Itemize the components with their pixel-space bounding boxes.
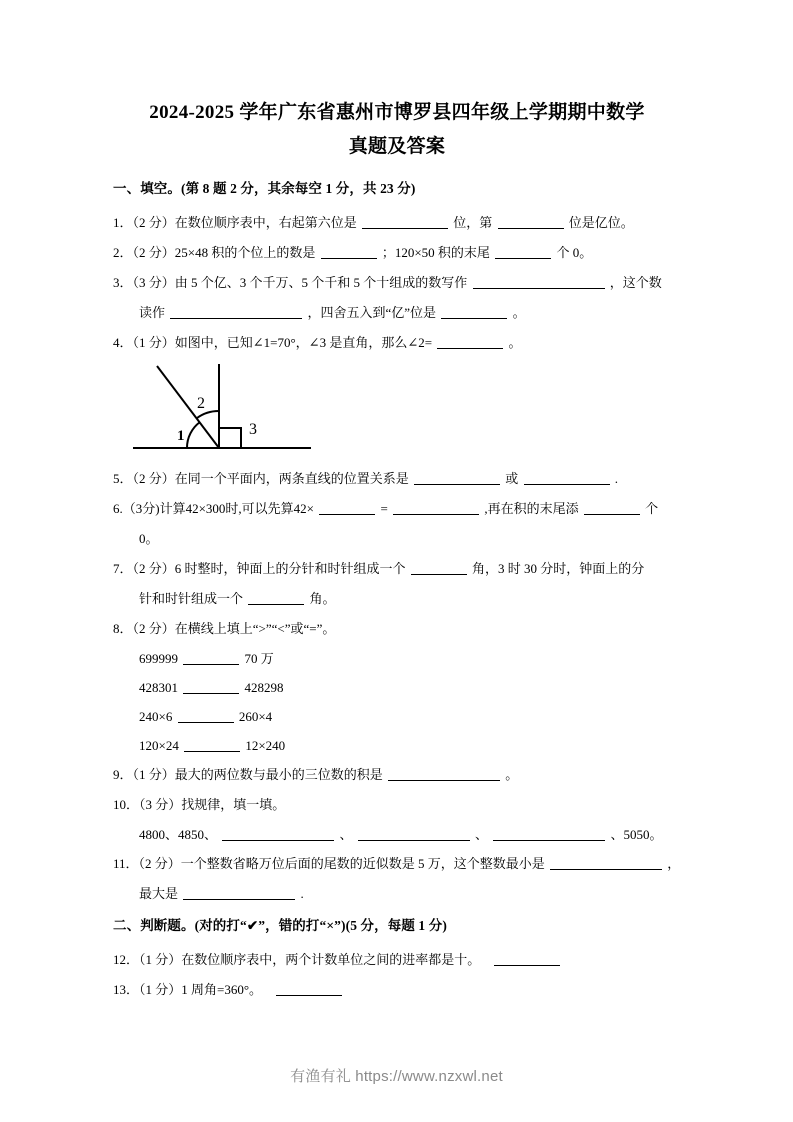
question-4-text-a: 4．（1 分）如图中，已知∠1=70°，∠3 是直角，那么∠2= xyxy=(113,335,433,350)
question-11-text-d: . xyxy=(300,886,304,901)
comparison-left: 240×6 xyxy=(139,709,173,724)
comparison-right: 260×4 xyxy=(238,709,273,724)
comparison-right: 70 万 xyxy=(244,651,274,666)
answer-blank[interactable] xyxy=(276,982,342,996)
question-1-text-a: 1．（2 分）在数位顺序表中，右起第六位是 xyxy=(113,215,357,230)
angle-3-label: 3 xyxy=(249,421,257,438)
answer-blank[interactable] xyxy=(248,591,304,605)
answer-blank[interactable] xyxy=(584,501,640,515)
question-3 xyxy=(113,268,681,328)
question-10-text-a: 10．（3 分）找规律，填一填。 xyxy=(113,797,286,812)
section-heading-fill-in-blank: 一、填空。(第 8 题 2 分，其余每空 1 分，共 23 分) xyxy=(113,181,416,196)
comparison-left: 699999 xyxy=(139,651,178,666)
question-11-line-1 xyxy=(113,849,681,879)
question-10-line-1 xyxy=(113,790,681,820)
question-6-text-b: = xyxy=(380,501,388,516)
question-5 xyxy=(113,464,681,494)
section-heading-true-false: 二、判断题。(对的打“✔”，错的打“×”)(5 分，每题 1 分) xyxy=(113,918,447,933)
question-6-text-e: 0。 xyxy=(139,531,159,546)
comparison-left: 428301 xyxy=(139,680,178,695)
question-7-text-c: 针和时针组成一个 xyxy=(139,591,244,606)
answer-blank[interactable] xyxy=(441,305,507,319)
question-12-text-a: 12．（1 分）在数位顺序表中，两个计数单位之间的进率都是十。 xyxy=(113,952,481,967)
answer-blank[interactable] xyxy=(411,561,467,575)
question-7 xyxy=(113,554,681,614)
sequence-separator: 、 xyxy=(475,827,489,842)
question-3-text-c: 读作 xyxy=(139,305,166,320)
answer-blank[interactable] xyxy=(183,886,295,900)
answer-blank[interactable] xyxy=(494,952,560,966)
question-5-line xyxy=(113,464,681,494)
answer-blank[interactable] xyxy=(393,501,479,515)
answer-blank[interactable] xyxy=(473,275,605,289)
page-title xyxy=(113,96,681,164)
question-2-line xyxy=(113,238,681,268)
question-11-text-b: ， xyxy=(667,856,681,871)
diagonal-ray xyxy=(157,366,219,448)
question-8-text-a: 8．（2 分）在横线上填上“>”“<”或“=”。 xyxy=(113,621,336,636)
question-5-text-c: . xyxy=(614,471,619,486)
question-6-text-d: 个 xyxy=(645,501,659,516)
question-6-text-c: ,再在积的末尾添 xyxy=(484,501,579,516)
question-9 xyxy=(113,760,681,790)
question-1 xyxy=(113,208,681,238)
question-12-line xyxy=(113,945,681,975)
title-line-1: 2024-2025 学年广东省惠州市博罗县四年级上学期期中数学 xyxy=(149,102,645,123)
question-8-row xyxy=(113,702,681,731)
answer-blank[interactable] xyxy=(493,827,605,841)
question-10 xyxy=(113,790,681,820)
question-13-text-a: 13．（1 分）1 周角=360°。 xyxy=(113,982,263,997)
answer-blank[interactable] xyxy=(498,215,564,229)
question-4 xyxy=(113,328,681,358)
question-3-line-2 xyxy=(113,298,681,328)
answer-blank[interactable] xyxy=(183,651,239,665)
question-9-text-a: 9．（1 分）最大的两位数与最小的三位数的积是 xyxy=(113,767,383,782)
angle-1-arc xyxy=(187,422,200,448)
title-line-2: 真题及答案 xyxy=(348,136,446,157)
question-11-text-c: 最大是 xyxy=(139,886,179,901)
angle-diagram-svg xyxy=(129,358,319,464)
question-3-text-a: 3．（3 分）由 5 个亿、3 个千万、5 个千和 5 个十组成的数写作 xyxy=(113,275,468,290)
question-13 xyxy=(113,975,681,1005)
answer-blank[interactable] xyxy=(414,471,500,485)
question-8-line xyxy=(113,614,681,644)
answer-blank[interactable] xyxy=(388,767,500,781)
comparison-right: 428298 xyxy=(244,680,284,695)
question-8-row xyxy=(113,644,681,673)
question-8-row xyxy=(113,731,681,760)
question-3-text-b: ，这个数 xyxy=(609,275,662,290)
sequence-end: 、5050。 xyxy=(610,827,663,842)
question-7-text-a: 7．（2 分）6 时整时，钟面上的分针和时针组成一个 xyxy=(113,561,406,576)
question-11-text-a: 11．（2 分）一个整数省略万位后面的尾数的近似数是 5 万，这个整数最小是 xyxy=(113,856,545,871)
question-3-text-d: ，四舍五入到“亿”位是 xyxy=(307,305,437,320)
question-5-text-a: 5．（2 分）在同一个平面内，两条直线的位置关系是 xyxy=(113,471,409,486)
angle-2-label: 2 xyxy=(197,395,205,412)
answer-blank[interactable] xyxy=(183,680,239,694)
answer-blank[interactable] xyxy=(358,827,470,841)
question-10-sequence xyxy=(113,820,681,849)
question-3-text-e: 。 xyxy=(512,305,526,320)
answer-blank[interactable] xyxy=(178,709,234,723)
question-1-line xyxy=(113,208,681,238)
sequence-start: 4800、4850、 xyxy=(139,827,218,842)
question-5-text-b: 或 xyxy=(505,471,519,486)
answer-blank[interactable] xyxy=(321,245,377,259)
question-8-row xyxy=(113,673,681,702)
question-6-text-a: 6.（3分)计算42×300时,可以先算42× xyxy=(113,501,314,516)
angle-figure xyxy=(113,358,681,464)
answer-blank[interactable] xyxy=(184,738,240,752)
answer-blank[interactable] xyxy=(550,856,662,870)
document-content xyxy=(113,96,681,1005)
question-9-line xyxy=(113,760,681,790)
question-7-text-b: 角，3 时 30 分时，钟面上的分 xyxy=(472,561,645,576)
question-9-text-b: 。 xyxy=(505,767,519,782)
question-2-text-a: 2．（2 分）25×48 积的个位上的数是 xyxy=(113,245,316,260)
answer-blank[interactable] xyxy=(170,305,302,319)
question-13-line xyxy=(113,975,681,1005)
question-3-line-1 xyxy=(113,268,681,298)
footer-watermark: 有渔有礼 https://www.nzxwl.net xyxy=(290,1068,503,1085)
answer-blank[interactable] xyxy=(524,471,610,485)
answer-blank[interactable] xyxy=(319,501,375,515)
comparison-left: 120×24 xyxy=(139,738,179,753)
question-2 xyxy=(113,238,681,268)
question-1-text-b: 位，第 xyxy=(453,215,493,230)
question-11-line-2 xyxy=(113,879,681,909)
question-11 xyxy=(113,849,681,909)
question-4-text-b: 。 xyxy=(508,335,522,350)
question-4-line xyxy=(113,328,681,358)
question-7-text-d: 角。 xyxy=(309,591,336,606)
question-6 xyxy=(113,494,681,554)
right-angle-mark xyxy=(219,428,241,448)
answer-blank[interactable] xyxy=(222,827,334,841)
angle-2-arc xyxy=(197,411,219,418)
question-1-text-c: 位是亿位。 xyxy=(568,215,634,230)
question-2-text-c: 个 0。 xyxy=(556,245,593,260)
question-7-line-1 xyxy=(113,554,681,584)
comparison-right: 12×240 xyxy=(245,738,286,753)
answer-blank[interactable] xyxy=(495,245,551,259)
question-8 xyxy=(113,614,681,644)
answer-blank[interactable] xyxy=(362,215,448,229)
question-2-text-b: ；120×50 积的末尾 xyxy=(381,245,490,260)
question-7-line-2 xyxy=(113,584,681,614)
question-6-line-1 xyxy=(113,494,681,524)
question-6-line-2 xyxy=(113,524,681,554)
answer-blank[interactable] xyxy=(437,335,503,349)
angle-1-label: 1 xyxy=(177,428,185,444)
sequence-separator: 、 xyxy=(339,827,353,842)
question-12 xyxy=(113,945,681,975)
